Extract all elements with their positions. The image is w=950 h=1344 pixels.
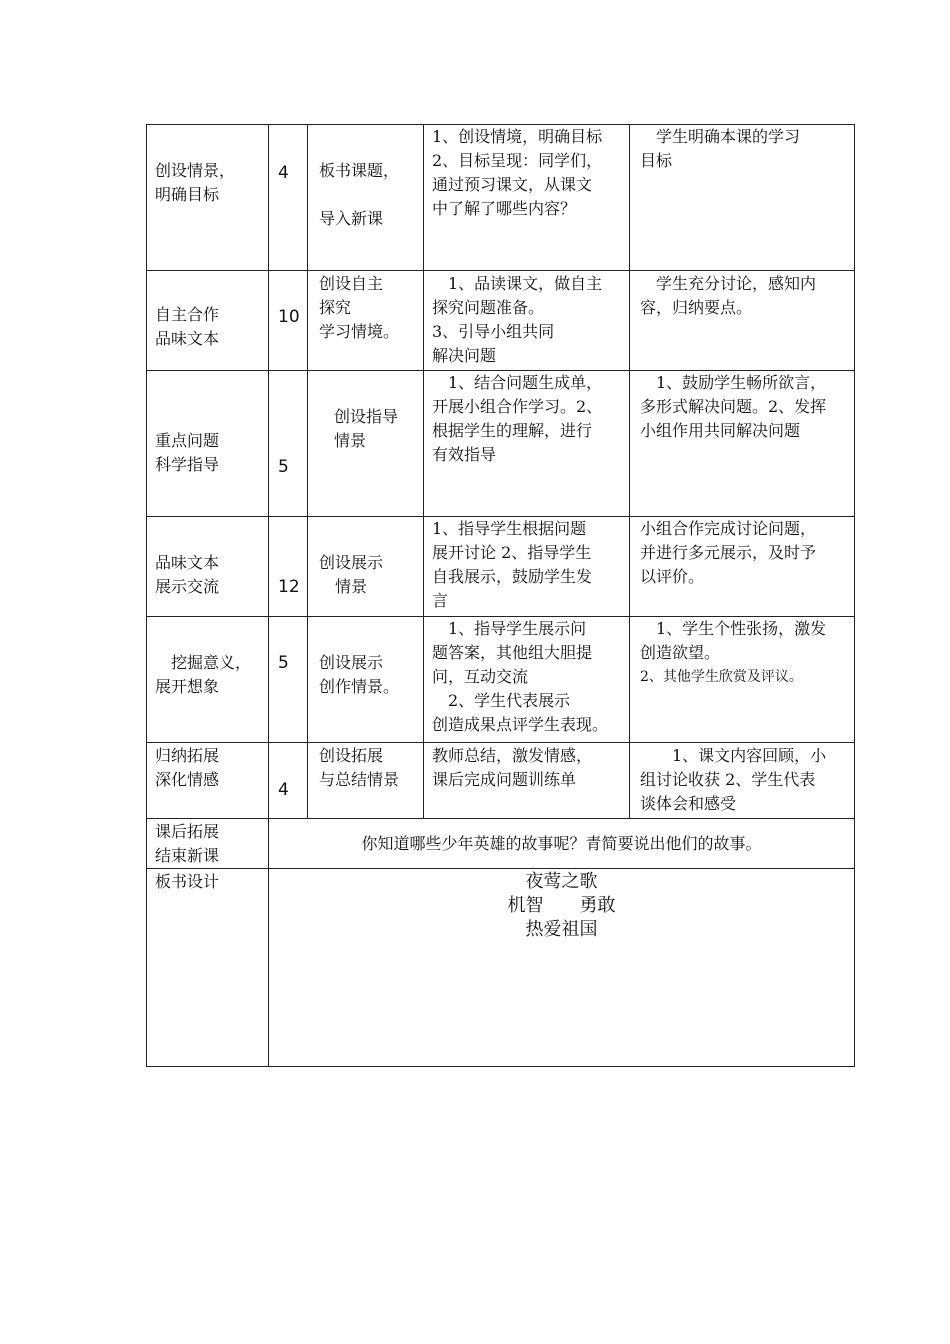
- table-row: [147, 743, 855, 819]
- stage-cell: 自主合作 品味文本: [155, 305, 220, 348]
- board-theme: 热爱祖国: [525, 919, 598, 940]
- board-title: 夜莺之歌: [525, 871, 598, 892]
- homework-text: 你知道哪些少年英雄的故事呢？青简要说出他们的故事。: [361, 834, 762, 853]
- teacher-activity-cell: 1、品读课文，做自主 探究问题准备。 3、引导小组共同 解决问题: [432, 274, 603, 365]
- method-cell: 创设指导 情景: [334, 407, 399, 450]
- teacher-activity-cell: 1、指导学生根据问题 展开讨论 2、指导学生 自我展示，鼓励学生发 言: [432, 519, 593, 610]
- method-cell: 板书课题， 导入新课: [319, 161, 400, 228]
- stage-cell: 创设情景， 明确目标: [155, 161, 236, 204]
- stage-cell: 归纳拓展 深化情感: [155, 746, 220, 789]
- homework-label: 课后拓展 结束新课: [155, 822, 220, 865]
- table-row: [147, 371, 855, 517]
- stage-cell: 挖掘意义， 展开想象: [155, 653, 252, 696]
- teacher-activity-cell: 1、结合问题生成单， 开展小组合作学习。2、 根据学生的理解，进行 有效指导: [432, 373, 603, 464]
- table-row: [147, 617, 855, 743]
- minutes-cell: 5: [278, 457, 289, 477]
- method-cell: 创设展示 创作情景。: [319, 653, 400, 696]
- student-activity-cell: 1、学生个性张扬，激发 创造欲望。: [640, 619, 827, 662]
- minutes-cell: 4: [278, 163, 289, 183]
- student-activity-note: 2、其他学生欣赏及评议。: [640, 669, 803, 685]
- minutes-cell: 10: [278, 307, 300, 327]
- student-activity-cell: 1、鼓励学生畅所欲言， 多形式解决问题。2、发挥 小组作用共同解决问题: [640, 373, 827, 440]
- student-activity-cell: 学生充分讨论，感知内 容，归纳要点。: [640, 274, 817, 317]
- board-design-row: [147, 869, 855, 1067]
- board-design-label: 板书设计: [155, 872, 220, 891]
- method-cell: 创设拓展 与总结情景: [319, 746, 400, 789]
- method-cell: 创设展示 情景: [319, 553, 384, 596]
- minutes-cell: 4: [278, 780, 289, 800]
- stage-cell: 重点问题 科学指导: [155, 431, 220, 474]
- table-row: [147, 517, 855, 617]
- table-row: [147, 271, 855, 371]
- teacher-activity-cell: 1、创设情境，明确目标 2、目标呈现：同学们， 通过预习课文，从课文 中了解了哪些内容？: [432, 127, 603, 218]
- homework-row: [147, 819, 855, 869]
- student-activity-cell: 学生明确本课的学习 目标: [640, 127, 801, 170]
- table-row: [147, 125, 855, 271]
- method-cell: 创设自主 探究 学习情境。: [319, 274, 400, 341]
- teacher-activity-cell: 教师总结，激发情感， 课后完成问题训练单: [432, 746, 593, 789]
- student-activity-cell: 小组合作完成讨论问题， 并进行多元展示，及时予 以评价。: [640, 519, 817, 586]
- board-design-content: [269, 869, 854, 942]
- board-keywords: 机智 勇敢: [507, 895, 616, 916]
- minutes-cell: 5: [278, 653, 289, 673]
- lesson-plan-table: [146, 124, 855, 1067]
- teacher-activity-cell: 1、指导学生展示问 题答案，其他组大胆提 问，互动交流 2、学生代表展示 创造成果点评学生表现。: [432, 619, 609, 734]
- student-activity-cell: 1、课文内容回顾，小 组讨论收获 2、学生代表 谈体会和感受: [640, 746, 827, 813]
- stage-cell: 品味文本 展示交流: [155, 553, 220, 596]
- minutes-cell: 12: [278, 577, 300, 597]
